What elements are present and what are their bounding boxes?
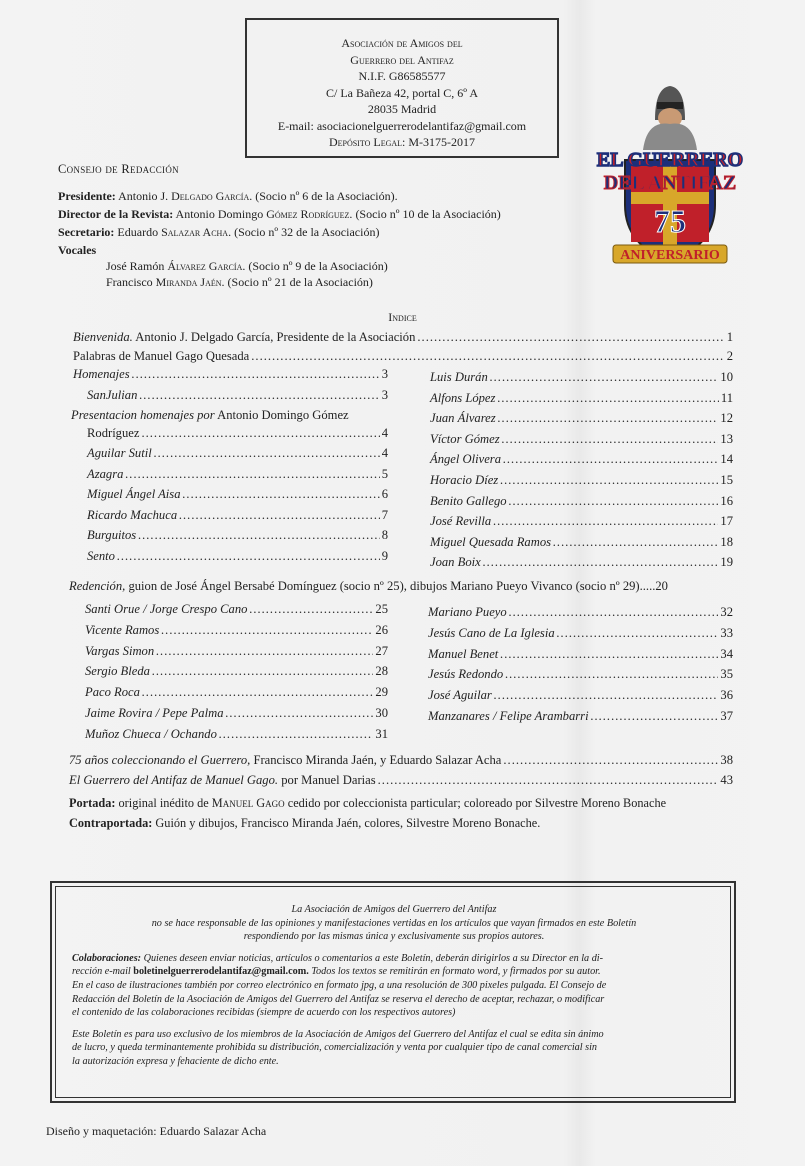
vocal-row-2 [58, 275, 598, 291]
toc-page-number: 14 [720, 452, 733, 467]
secretario-note: (Socio nº 32 de la Asociación) [234, 225, 380, 239]
leader-dots [117, 547, 380, 565]
toc-palabras-text: Palabras de Manuel Gago Quesada [73, 349, 250, 363]
director-surname: Gómez Rodríguez. [266, 207, 353, 221]
toc-page-number: 2 [726, 349, 733, 363]
toc-page-number: 34 [720, 646, 733, 661]
toc-page-number: 1 [726, 330, 733, 344]
toc-entry [428, 645, 733, 663]
toc-redencion-italic: Redención, [69, 579, 126, 593]
toc-page-number: 36 [720, 688, 733, 703]
colaboraciones-text: Todos los textos se remitirán en formato word, y firmados por su autor. [311, 966, 601, 978]
disclaimer-paragraph-1 [72, 903, 716, 944]
presidente-note: (Socio nº 6 de la Asociación). [255, 189, 398, 203]
toc-entry-homenajes [73, 365, 388, 383]
toc-entry-label: Vargas Simon [85, 643, 155, 658]
leader-dots [502, 430, 719, 448]
toc-entry-label: Vicente Ramos [85, 622, 160, 637]
toc-page-number: 33 [720, 625, 733, 640]
toc-entry-label: Mariano Pueyo [428, 605, 507, 619]
indice-title: Indice [388, 310, 417, 324]
colaboraciones-label: Colaboraciones: [72, 952, 142, 964]
toc-entry-label: Manzanares / Felipe Arambarri [428, 709, 589, 723]
toc-entry-palabras [73, 347, 733, 365]
credits-footer: Diseño y maquetación: Eduardo Salazar Acha [46, 1124, 267, 1138]
toc-entry [430, 471, 733, 489]
toc-page-number: 26 [375, 622, 388, 637]
toc-entry-label: Víctor Gómez [430, 431, 500, 446]
toc-entry [430, 389, 733, 407]
toc-entry [85, 662, 388, 680]
toc-entry-label: Miguel Quesada Ramos [430, 534, 552, 549]
toc-entry [85, 600, 388, 618]
leader-dots [493, 512, 718, 530]
toc-entry-label: Horacio Díez [430, 473, 499, 487]
leader-dots [249, 600, 373, 618]
toc-page-number: 19 [720, 555, 733, 570]
toc-entry [428, 707, 733, 725]
assoc-name-line1: Asociación de Amigos del [341, 36, 463, 50]
secretario-label: Secretario: [58, 225, 115, 239]
toc-entry-label: Sento [87, 548, 115, 563]
toc-entry-label: Manuel Benet [428, 646, 499, 661]
leader-dots [553, 533, 718, 551]
toc-page-number: 10 [720, 370, 733, 384]
presidente-name: Antonio J. [118, 189, 169, 203]
toc-entry-label: Benito Gallego [430, 493, 507, 508]
leader-dots [483, 553, 719, 571]
toc-page-number: 27 [375, 643, 388, 658]
leader-dots [179, 506, 380, 524]
toc-entry [428, 603, 733, 621]
toc-page-number: 16 [720, 493, 733, 508]
toc-entry-label: José Revilla [430, 514, 492, 529]
toc-entry [430, 430, 733, 448]
toc-entry-label: Santi Orue / Jorge Crespo Cano [85, 602, 248, 616]
leader-dots [219, 725, 374, 743]
toc-page-number: 37 [720, 709, 733, 723]
director-label: Director de la Revista: [58, 207, 174, 221]
vocal1-surname: Álvarez García. [167, 259, 246, 273]
leader-dots [156, 642, 373, 660]
toc-page-number: 15 [720, 473, 733, 487]
toc-page-number: 4 [381, 426, 388, 440]
toc-entry [428, 665, 733, 683]
colaboraciones-paragraph [72, 952, 716, 1020]
toc-page-number: 28 [375, 664, 388, 679]
toc-entry [430, 553, 733, 571]
toc-entry-label: José Aguilar [428, 688, 492, 703]
toc-entry-coleccionando [69, 751, 733, 769]
toc-page-number: 5 [381, 466, 388, 481]
leader-dots [132, 365, 380, 383]
toc-sanjulian-text: SanJulian [87, 388, 138, 402]
colaboraciones-text: el contenido de las colaboraciones recibidas (siempre de acuerdo con los respectivos autores) [72, 1007, 456, 1019]
toc-gago-text: por Manuel Darias [281, 773, 376, 787]
toc-entry [430, 368, 733, 386]
colaboraciones-email: boletinelguerrerodelantifaz@gmail.com. [133, 966, 309, 978]
toc-page-number: 25 [375, 602, 388, 616]
leader-dots [497, 389, 718, 407]
toc-homenajes-text: Homenajes [73, 367, 130, 381]
consejo-redaccion [58, 160, 598, 290]
toc-entry [85, 642, 388, 660]
vocal2-name: Francisco [106, 274, 153, 289]
toc-entry-gago [69, 771, 733, 789]
colaboraciones-text: Quienes deseen enviar noticias, artículos o comentarios a este Boletín, deberán dirigirlos a su Director en la di- [143, 952, 604, 964]
toc-entry-label: Juan Álvarez [430, 411, 496, 426]
leader-dots [138, 526, 379, 544]
leader-dots [505, 665, 718, 683]
leader-dots [503, 751, 718, 769]
toc-page-number: 43 [720, 773, 733, 787]
assoc-deposito: Depósito Legal: M-3175-2017 [328, 135, 476, 149]
toc-entry-label: Ángel Olivera [430, 452, 501, 467]
leader-dots [142, 683, 374, 701]
assoc-address: C/ La Bañeza 42, portal C, 6º A [325, 85, 479, 100]
toc-page-number: 7 [381, 507, 388, 522]
presidente-surname: Delgado García. [171, 189, 253, 203]
toc-presentacion-italic: Presentacion homenajes por [71, 408, 215, 422]
leader-dots [141, 424, 379, 442]
toc-entry-label: Paco Roca [85, 685, 140, 700]
toc-page-number: 8 [381, 528, 388, 542]
leader-dots [125, 465, 379, 483]
leader-dots [498, 409, 719, 427]
uso-text: la autorización expresa y fehaciente de dicho ente. [72, 1055, 279, 1067]
colaboraciones-text: En el caso de ilustraciones también por correo electrónico en formato jpg, a una resolución de 300 pixeles pulgada. El Consejo de [72, 979, 607, 991]
vocales-label: Vocales [58, 243, 97, 257]
toc-presentacion [71, 406, 349, 424]
toc-entry [428, 624, 733, 642]
secretario-name: Eduardo [117, 225, 159, 239]
leader-dots [152, 662, 373, 680]
toc-page-number: 12 [720, 411, 733, 426]
leader-dots [183, 485, 380, 503]
vocal2-note: (Socio nº 21 de la Asociación) [227, 274, 373, 289]
toc-page-number: 38 [720, 753, 733, 767]
uso-text: Este Boletín es para uso exclusivo de los miembros de la Asociación de Amigos del Guerrero del Antifaz el cual se edita sin ánimo [72, 1028, 604, 1040]
portada-text-b: cedido por coleccionista particular; coloreado por Silvestre Moreno Bonache [287, 796, 667, 810]
toc-entry [85, 725, 388, 743]
leader-dots [500, 471, 718, 489]
toc-entry-label: Luis Durán [430, 370, 488, 384]
assoc-name-line2: Guerrero del Antifaz [350, 52, 454, 67]
contraportada-label: Contraportada: [69, 816, 153, 830]
toc-entry [85, 621, 388, 639]
disclaimer-line: La Asociación de Amigos del Guerrero del Antifaz [291, 904, 497, 915]
toc-coleccionando-italic: 75 años coleccionando el Guerrero, [69, 753, 251, 767]
toc-entry-label: Joan Boix [430, 555, 481, 570]
assoc-email: E-mail: asociacionelguerrerodelantifaz@gmail.com [277, 118, 527, 133]
logo-banner: ANIVERSARIO [620, 248, 720, 263]
leader-dots [251, 347, 724, 365]
director-note: (Socio nº 10 de la Asociación) [355, 207, 501, 221]
toc-entry [430, 533, 733, 551]
toc-page-number: 3 [381, 367, 388, 381]
toc-entry [430, 450, 733, 468]
leader-dots [490, 368, 719, 386]
leader-dots [378, 771, 719, 789]
toc-page-number: 29 [375, 685, 388, 700]
toc-entry-bienvenida [73, 328, 733, 346]
assoc-city: 28035 Madrid [367, 102, 437, 116]
leader-dots [494, 686, 719, 704]
colaboraciones-text: rección e-mail [72, 966, 131, 978]
vocal2-surname: Miranda Jaén. [155, 274, 225, 289]
toc-entry-sanjulian [87, 386, 388, 404]
director-row [58, 205, 598, 223]
toc-page-number: 31 [375, 726, 388, 741]
association-box [245, 18, 559, 158]
leader-dots [509, 492, 719, 510]
toc-entry [87, 506, 388, 524]
toc-entry [85, 704, 388, 722]
leader-dots [557, 624, 719, 642]
toc-coleccionando-text: Francisco Miranda Jaén, y Eduardo Salazar Acha [253, 753, 502, 767]
toc-redencion [69, 577, 668, 595]
toc-entry-label: Miguel Ángel Aisa [87, 487, 181, 501]
leader-dots [500, 645, 718, 663]
toc-page-number: 32 [720, 605, 733, 619]
toc-rodriguez-text: Rodríguez [87, 426, 140, 440]
toc-entry-rodriguez [87, 424, 388, 442]
leader-dots [509, 603, 719, 621]
leader-dots [226, 704, 374, 722]
consejo-title: Consejo de Redacción [58, 162, 179, 176]
toc-page-number: 9 [381, 548, 388, 563]
colaboraciones-text: Redacción del Boletín de la Asociación de Amigos del Guerrero del Antifaz se reserva el derecho de aceptar, rechazar, o modificar [72, 993, 605, 1005]
secretario-row [58, 223, 598, 241]
toc-entry [87, 526, 388, 544]
toc-page-number: 35 [720, 667, 733, 682]
portada-label: Portada: [69, 796, 116, 810]
contraportada-text: Guión y dibujos, Francisco Miranda Jaén, colores, Silvestre Moreno Bonache. [155, 816, 541, 830]
vocal1-name: José Ramón [106, 259, 165, 273]
leader-dots [591, 707, 719, 725]
secretario-surname: Salazar Acha. [161, 225, 232, 239]
uso-paragraph [72, 1028, 716, 1069]
contraportada-line [69, 814, 540, 832]
toc-page-number: 4 [381, 446, 388, 460]
toc-entry [87, 444, 388, 462]
logo-title-line1: EL GUERRERO [596, 149, 744, 171]
portada-text-a: original inédito de [118, 796, 209, 810]
guerrero-75-logo [595, 80, 745, 270]
toc-bienvenida-italic: Bienvenida. [73, 330, 133, 344]
leader-dots [503, 450, 718, 468]
toc-entry-label: Sergio Bleda [85, 664, 150, 679]
toc-entry-label: Muñoz Chueca / Ochando [85, 726, 217, 741]
toc-entry [87, 485, 388, 503]
toc-page-number: 17 [720, 514, 733, 529]
toc-entry-label: Ricardo Machuca [87, 507, 178, 522]
logo-number: 75 [654, 203, 686, 239]
vocal1-note: (Socio nº 9 de la Asociación) [248, 259, 388, 273]
toc-entry-label: Jesús Redondo [428, 667, 504, 682]
disclaimer-line: respondiendo por las mismas única y exclusivamente sus propios autores. [243, 931, 545, 943]
disclaimer-line: no se hace responsable de las opiniones y manifestaciones vertidas en los artículos que vayan firmados en este Boletín [151, 917, 637, 929]
toc-page-number: 11 [720, 390, 733, 405]
toc-presentacion-text: Antonio Domingo Gómez [217, 408, 349, 422]
toc-page-number: 30 [375, 706, 388, 720]
toc-entry [430, 492, 733, 510]
toc-entry [85, 683, 388, 701]
toc-page-number: 3 [381, 388, 388, 402]
disclaimer-box [50, 881, 736, 1103]
director-name: Antonio Domingo [175, 207, 264, 221]
leader-dots [139, 386, 379, 404]
leader-dots [417, 328, 724, 346]
toc-entry-label: Azagra [87, 466, 124, 481]
toc-entry-label: Alfons López [430, 390, 496, 405]
toc-entry-label: Burguitos [87, 528, 137, 542]
toc-page-number: 13 [720, 431, 733, 446]
presidente-row [58, 187, 598, 205]
toc-entry [430, 409, 733, 427]
toc-entry-label: Jesús Cano de La Iglesia [428, 625, 555, 640]
portada-line [69, 794, 666, 812]
toc-entry-label: Aguilar Sutil [87, 446, 152, 460]
presidente-label: Presidente: [58, 189, 116, 203]
leader-dots [154, 444, 380, 462]
toc-bienvenida-text: Antonio J. Delgado García, Presidente de la Asociación [135, 330, 416, 344]
vocal-row-1 [58, 259, 598, 275]
portada-author: Manuel Gago [211, 796, 285, 810]
toc-page-number: 6 [381, 487, 388, 501]
uso-text: de lucro, y queda terminantemente prohibida su distribución, comercialización y venta por cualquier tipo de canal comercial sin [72, 1042, 598, 1054]
toc-entry [430, 512, 733, 530]
toc-entry [87, 547, 388, 565]
assoc-nif: N.I.F. G86585577 [358, 69, 446, 83]
toc-page-number: 18 [720, 534, 733, 549]
toc-entry [87, 465, 388, 483]
toc-entry-label: Jaime Rovira / Pepe Palma [85, 706, 224, 720]
toc-redencion-text: guion de José Ángel Bersabé Domínguez (socio nº 25), dibujos Mariano Pueyo Vivanco (socio nº 29).....20 [128, 579, 668, 593]
toc-gago-italic: El Guerrero del Antifaz de Manuel Gago. [69, 773, 279, 787]
toc-entry [428, 686, 733, 704]
leader-dots [161, 621, 373, 639]
logo-title-line2: DEL ANTIFAZ [603, 172, 737, 194]
